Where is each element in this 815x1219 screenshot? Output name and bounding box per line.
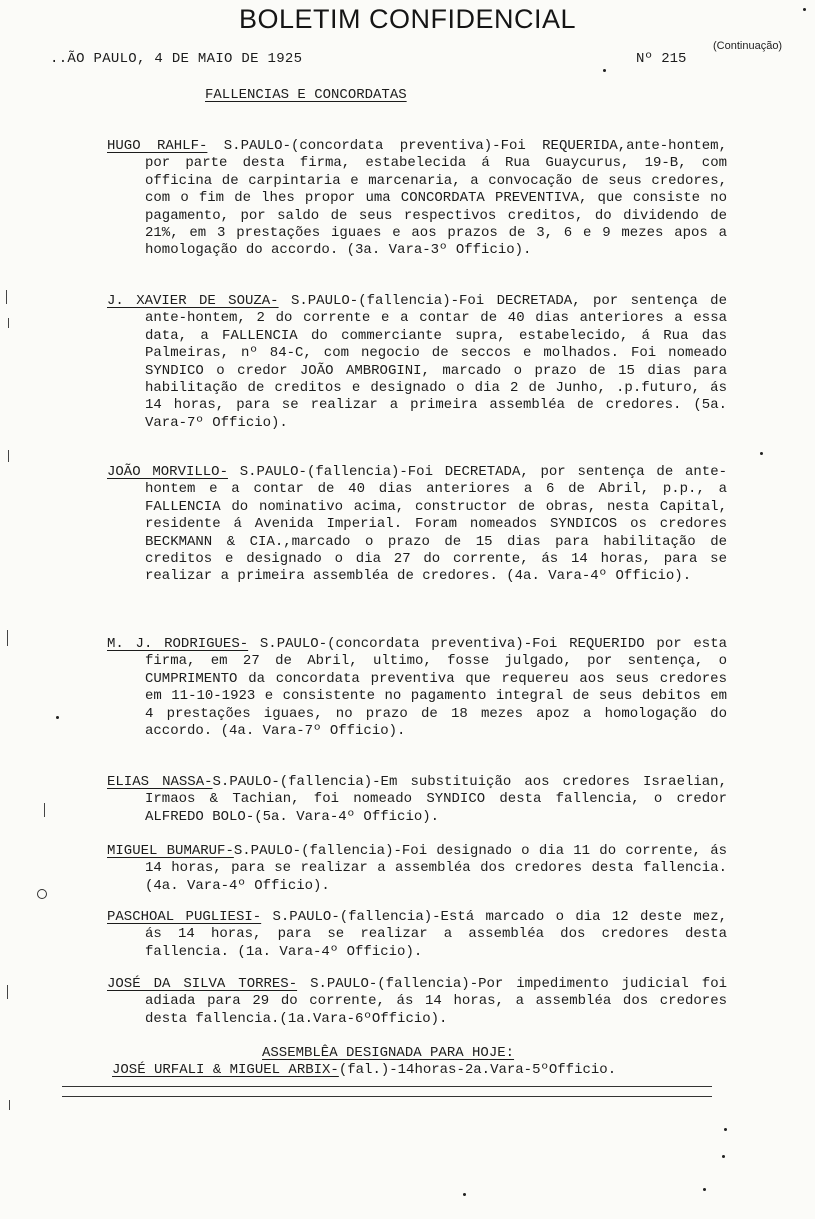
scan-mark	[703, 1188, 706, 1191]
continuation-label: (Continuação)	[713, 40, 783, 52]
entry-name: ELIAS NASSA-	[107, 774, 213, 790]
divider-rule	[62, 1096, 712, 1097]
divider-rule	[62, 1086, 712, 1087]
entry-text: S.PAULO-(fallencia)-Foi DECRETADA, por sentença de ante-hontem e a contar de 40 dias anteriores a 6 de Abril, p.p., a FALLENCIA do nominativo acima, constructor de obras, nesta Capital, residente á Avenida Imperial. Foram nomeados SYNDICOS os credores BECKMANN & CIA.,marcado o prazo de 15 dias para habilitação de creditos e designado o dia 27 do corrente, ás 14 horas, para se realizar a primeira assembléa de credores. (4a. Vara-4º Officio).	[145, 464, 727, 585]
entry-miguel-bumaruf	[107, 843, 727, 895]
dateline: ..ÃO PAULO, 4 DE MAIO DE 1925	[50, 51, 303, 67]
scan-mark	[724, 1128, 727, 1131]
entry-text: S.PAULO-(concordata preventiva)-Foi REQUERIDA,ante-hontem, por parte desta firma, estabelecida á Rua Guaycurus, 19-B, com officina de carpintaria e marcenaria, a convocação de seus credores, com o fim de lhes propor uma CONCORDATA PREVENTIVA, que consiste no pagamento, por saldo de seus respectivos creditos, do dividendo de 21%, em 3 prestações iguaes e aos prazos de 3, 6 e 9 mezes apos a homologação do accordo. (3a. Vara-3º Officio).	[145, 138, 727, 259]
scan-mark	[37, 889, 47, 899]
assembly-heading: ASSEMBLÊA DESIGNADA PARA HOJE:	[262, 1045, 515, 1061]
scan-mark	[56, 716, 59, 719]
scan-mark	[7, 985, 8, 999]
assembly-details: (fal.)-14horas-2a.Vara-5ºOfficio.	[338, 1062, 617, 1078]
entry-name: MIGUEL BUMARUF-	[107, 843, 234, 859]
entry-xavier-de-souza	[107, 293, 727, 432]
entry-text: S.PAULO-(concordata preventiva)-Foi REQUERIDO por esta firma, em 27 de Abril, ultimo, fosse julgado, por sentença, o CUMPRIMENTO da concordata preventiva que requereu aos seus credores em 11-10-1923 e consistente no pagamento integral de seus debitos em 4 prestações iguaes, no prazo de 18 mezes apoz a homologação do accordo. (4a. Vara-7º Officio).	[145, 636, 728, 740]
section-heading: FALLENCIAS E CONCORDATAS	[205, 87, 407, 103]
scan-mark	[8, 450, 9, 462]
scan-mark	[463, 1193, 466, 1196]
entry-name: HUGO RAHLF-	[107, 138, 208, 154]
entry-text: S.PAULO-(fallencia)-Foi DECRETADA, por sentença de ante-hontem, 2 do corrente e a contar de 40 dias anteriores a essa data, a FALLENCIA do commerciante supra, estabelecido, á Rua das Palmeiras, nº 84-C, com negocio de seccos e molhados. Foi nomeado SYNDICO o credor JOÃO AMBROGINI, marcado o prazo de 15 dias para habilitação de creditos e designado o dia 2 de Junho, .p.futuro, ás 14 horas, para se realizar a primeira assembléa de credores. (5a. Vara-7º Officio).	[145, 293, 727, 431]
assembly-parties: JOSÉ URFALI & MIGUEL ARBIX-	[112, 1062, 339, 1078]
scan-mark	[44, 803, 45, 817]
entry-text: S.PAULO-(fallencia)-Por impedimento judicial foi adiada para 29 do corrente, ás 14 horas, a assembléa dos credores desta fallencia.(1a.Vara-6ºOfficio).	[145, 976, 727, 1027]
entry-text: S.PAULO-(fallencia)-Foi designado o dia 11 do corrente, ás 14 horas, para se realizar a assembléa dos credores desta fallencia. (4a. Vara-4º Officio).	[145, 843, 727, 894]
entry-joao-morvillo	[107, 464, 727, 586]
entry-paschoal-pugliesi	[107, 909, 727, 961]
entry-m-j-rodrigues	[107, 636, 727, 740]
entry-name: JOSÉ DA SILVA TORRES-	[107, 976, 298, 992]
scan-mark	[803, 8, 806, 11]
entry-elias-nassa	[107, 774, 727, 826]
scan-mark	[8, 318, 9, 328]
bulletin-title: BOLETIM CONFIDENCIAL	[238, 4, 577, 34]
scan-mark	[7, 630, 8, 646]
entry-name: PASCHOAL PUGLIESI-	[107, 909, 262, 925]
entry-name: J. XAVIER DE SOUZA-	[107, 293, 279, 309]
scan-mark	[603, 69, 606, 72]
bulletin-number: Nº 215	[636, 51, 687, 67]
entry-name: JOÃO MORVILLO-	[107, 464, 228, 480]
entry-text: S.PAULO-(fallencia)-Em substituição aos credores Israelian, Irmaos & Tachian, foi nomeado SYNDICO desta fallencia, o credor ALFREDO BOLO-(5a. Vara-4º Officio).	[145, 774, 727, 825]
scan-mark	[6, 290, 7, 304]
entry-jose-da-silva-torres	[107, 976, 727, 1028]
assembly-line	[112, 1062, 722, 1078]
scan-mark	[9, 1100, 10, 1110]
entry-text: S.PAULO-(fallencia)-Está marcado o dia 12 deste mez, ás 14 horas, para se realizar a assembléa dos credores desta fallencia. (1a. Vara-4º Officio).	[145, 909, 727, 960]
scan-mark	[722, 1155, 725, 1158]
entry-hugo-rahlf	[107, 138, 727, 260]
scan-mark	[760, 452, 763, 455]
entry-name: M. J. RODRIGUES-	[107, 636, 249, 652]
